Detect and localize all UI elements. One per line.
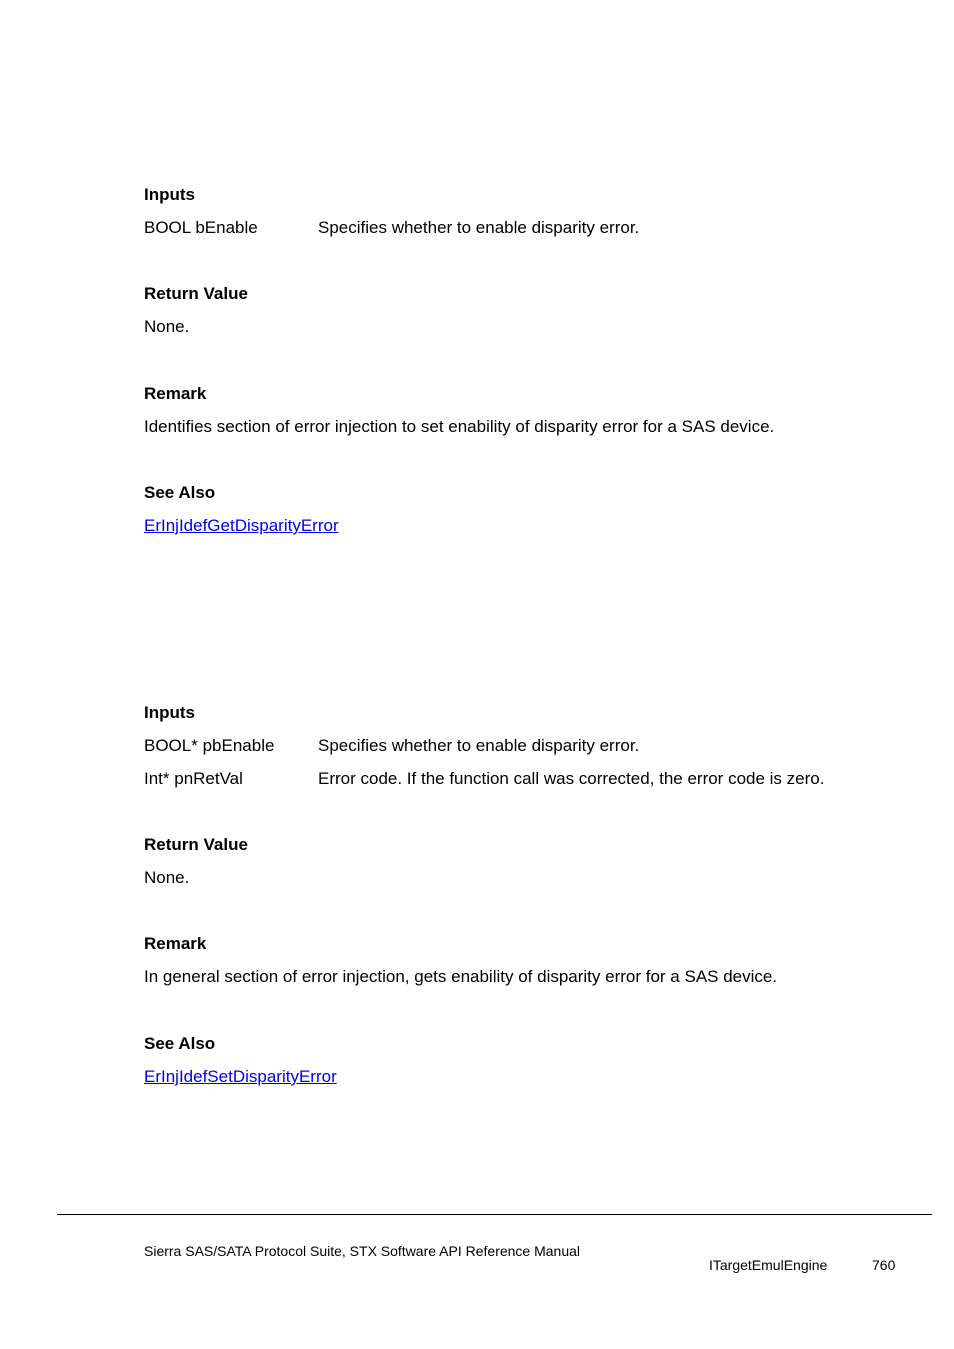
param-name: BOOL* pbEnable: [144, 736, 275, 755]
return-value-heading: Return Value: [144, 284, 248, 303]
return-value-heading: Return Value: [144, 835, 248, 854]
param-name: BOOL bEnable: [144, 218, 258, 237]
inputs-heading: Inputs: [144, 703, 195, 722]
return-value-text: None.: [144, 317, 190, 336]
inputs-heading: Inputs: [144, 185, 195, 204]
see-also-heading: See Also: [144, 1034, 216, 1053]
remark-heading: Remark: [144, 384, 207, 403]
see-also-link[interactable]: ErInjIdefSetDisparityError: [144, 1067, 337, 1086]
footer-divider: [57, 1214, 932, 1215]
param-description: Error code. If the function call was corrected, the error code is zero.: [318, 769, 825, 788]
param-name: Int* pnRetVal: [144, 769, 243, 788]
return-value-text: None.: [144, 868, 190, 887]
see-also-link[interactable]: ErInjIdefGetDisparityError: [144, 516, 339, 535]
see-also-heading: See Also: [144, 483, 216, 502]
footer-page-number: 760: [872, 1257, 896, 1273]
remark-text: Identifies section of error injection to set enability of disparity error for a SAS device.: [144, 417, 775, 436]
footer-section-name: ITargetEmulEngine: [709, 1257, 828, 1273]
remark-heading: Remark: [144, 934, 207, 953]
remark-text: In general section of error injection, gets enability of disparity error for a SAS device.: [144, 967, 778, 986]
param-description: Specifies whether to enable disparity error.: [318, 736, 640, 755]
footer-manual-title: Sierra SAS/SATA Protocol Suite, STX Software API Reference Manual: [144, 1243, 581, 1259]
param-description: Specifies whether to enable disparity error.: [318, 218, 640, 237]
